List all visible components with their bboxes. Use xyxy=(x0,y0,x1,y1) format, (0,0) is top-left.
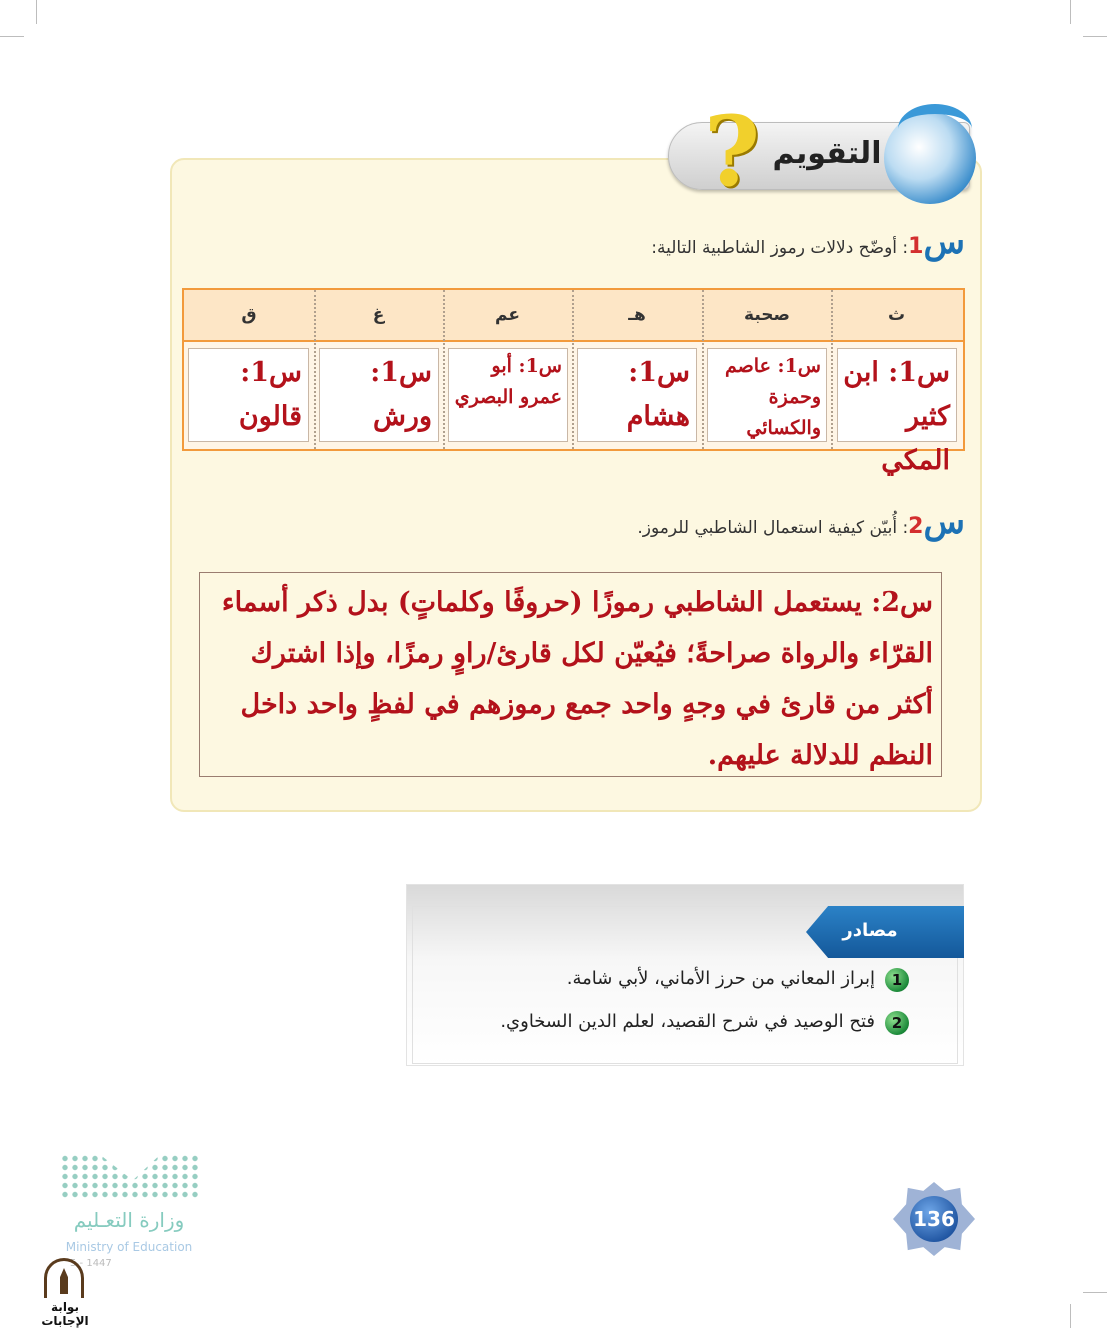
question-number: 2 xyxy=(908,514,924,539)
table-header-cell: غ xyxy=(372,305,385,325)
question-text: : أوضّح دلالات رموز الشاطبية التالية: xyxy=(651,238,909,258)
column-divider xyxy=(314,290,316,449)
crop-mark xyxy=(1083,1292,1107,1293)
ministry-year: 5 - 1447 xyxy=(70,1258,112,1269)
answer-2-box: س2: يستعمل الشاطبي رموزًا (حروفًا وكلماتٍ) بدل ذكر أسماء القرّاء والرواة صراحةً؛ فيُعيّن لكل قارئ/راوٍ رمزًا، وإذا اشترك أكثر من قارئ في وجهٍ واحد جمع رموزهم في لفظٍ واحد داخل النظم للدلالة عليهم. xyxy=(199,572,942,777)
table-header-cell: ث xyxy=(887,305,906,325)
table-header-cell: صحبة xyxy=(744,305,790,325)
number-2-icon: 2 xyxy=(885,1011,909,1035)
question-symbol: س xyxy=(923,502,965,542)
answer-cell: س1: هشام xyxy=(577,348,697,442)
column-divider xyxy=(702,290,704,449)
table-header-cell: ق xyxy=(241,305,257,325)
crop-mark xyxy=(1070,0,1071,24)
source-item: فتح الوصيد في شرح القصيد، لعلم الدين السخاوي. xyxy=(500,1011,875,1032)
answer-cell: س1: قالون xyxy=(188,348,309,442)
ministry-name-arabic: وزارة التعـليم xyxy=(73,1208,185,1232)
answer-cell: س1: عاصم وحمزة والكسائي xyxy=(707,348,827,442)
question-symbol: س xyxy=(923,222,965,262)
crop-mark xyxy=(0,36,24,37)
column-divider xyxy=(831,290,833,449)
ministry-name-english: Ministry of Education xyxy=(65,1240,193,1254)
section-title: التقويم xyxy=(772,136,882,171)
question-2 xyxy=(637,502,965,542)
sources-title: مصادر xyxy=(842,920,898,941)
answer-cell: س1: أبو عمرو البصري xyxy=(448,348,568,442)
column-divider xyxy=(443,290,445,449)
answer-cell: س1: ورش xyxy=(319,348,439,442)
number-1-icon: 1 xyxy=(885,968,909,992)
table-header-cell: عم xyxy=(495,305,520,325)
crop-mark xyxy=(1083,36,1107,37)
question-text: : أُبيّن كيفية استعمال الشاطبي للرموز. xyxy=(637,518,909,538)
symbols-table xyxy=(182,288,965,476)
answer-cell: س1: ابن كثير المكي xyxy=(837,348,957,442)
table-header-cell: هـ xyxy=(628,305,646,325)
page-number: 136 xyxy=(910,1196,958,1242)
question-number: 1 xyxy=(908,234,924,259)
refresh-arrow-icon xyxy=(898,104,972,154)
watermark-label: بوابة الإجابات xyxy=(41,1300,89,1328)
source-item: إبراز المعاني من حرز الأماني، لأبي شامة. xyxy=(566,968,875,989)
ministry-logo-icon xyxy=(60,1154,200,1198)
column-divider xyxy=(572,290,574,449)
crop-mark xyxy=(36,0,37,24)
question-mark-icon: ? xyxy=(703,95,761,208)
question-1 xyxy=(651,222,965,262)
crop-mark xyxy=(1070,1304,1071,1328)
